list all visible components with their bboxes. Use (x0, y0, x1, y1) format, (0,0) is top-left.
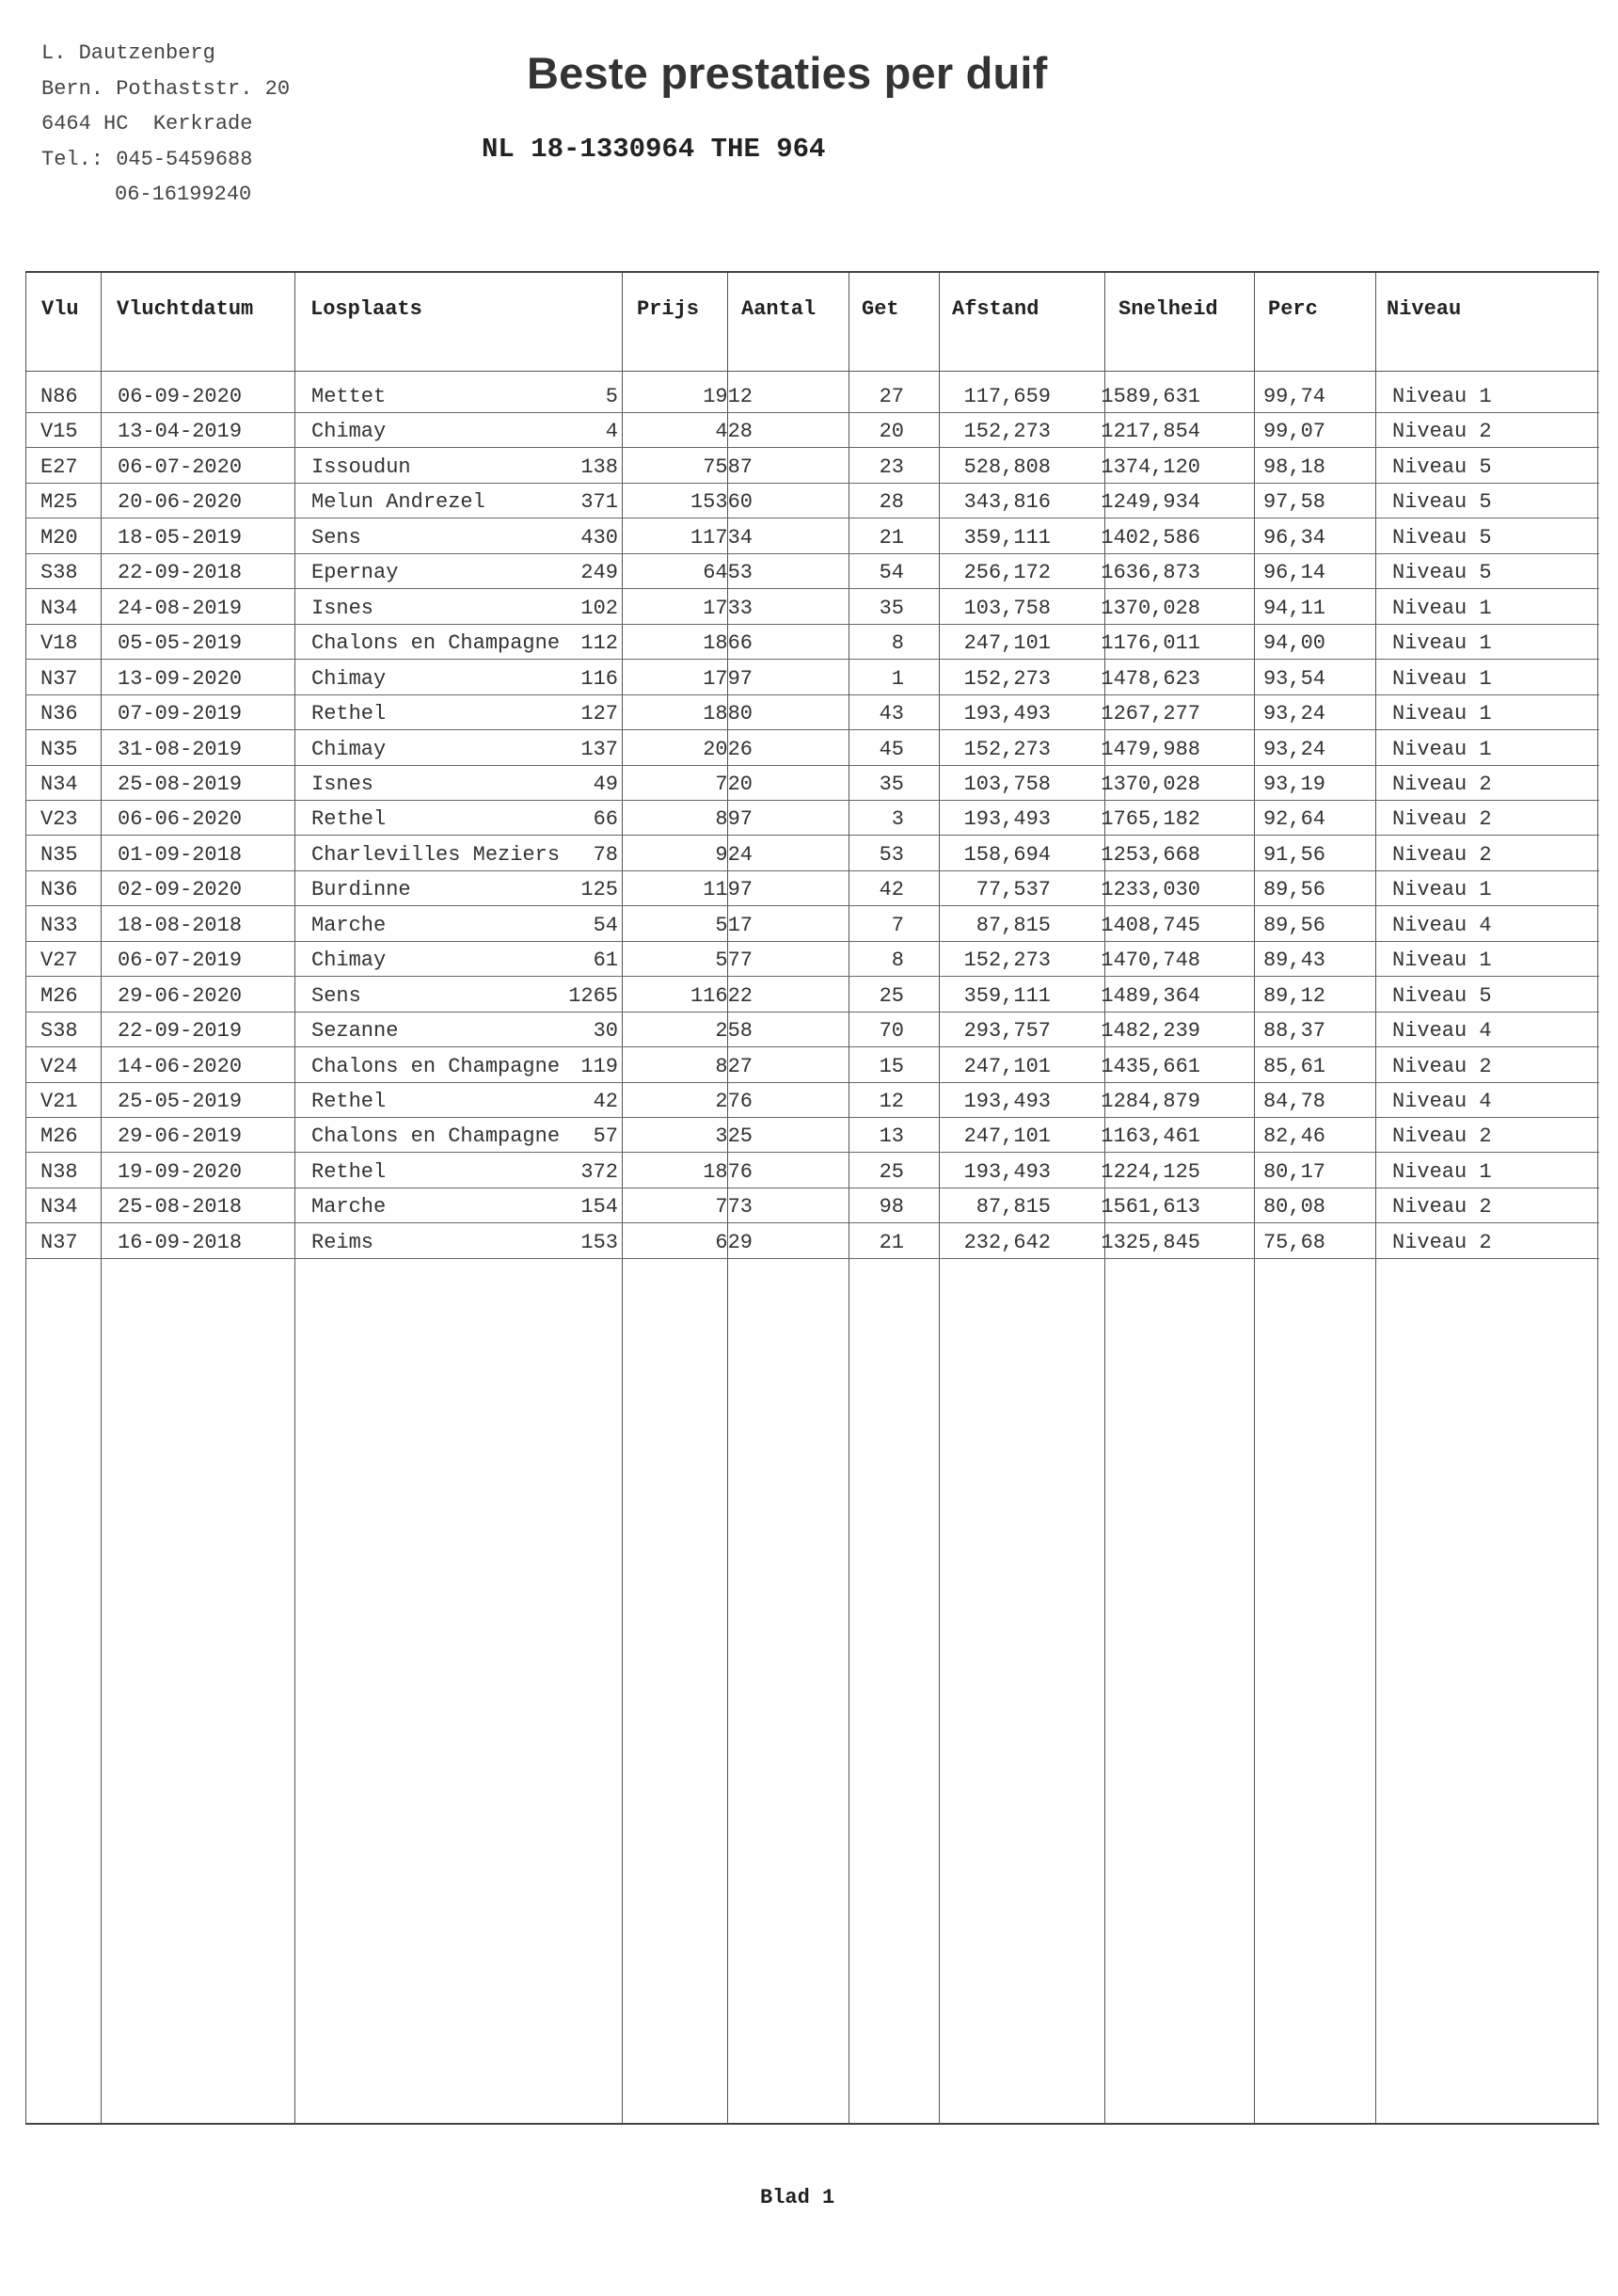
table-row (25, 589, 1599, 625)
page-number: Blad 1 (760, 2186, 835, 2209)
cell-losplaats: Mettet (311, 385, 387, 408)
cell-niveau: Niveau 2 (1392, 1054, 1492, 1078)
cell-vlu: M20 (40, 525, 78, 550)
cell-prijs: 78 (593, 842, 618, 867)
col-vluchtdatum: Vluchtdatum (117, 297, 254, 321)
cell-niveau: Niveau 5 (1392, 525, 1492, 550)
cell-date: 19-09-2020 (118, 1159, 243, 1184)
cell-losplaats: Melun Andrezel (311, 490, 485, 515)
cell-date: 25-08-2018 (118, 1195, 243, 1220)
cell-get: 53 (879, 842, 904, 867)
cell-snelheid: 1435,661 (1101, 1054, 1200, 1078)
cell-perc: 93,24 (1262, 737, 1325, 761)
cell-date: 13-04-2019 (118, 420, 243, 444)
table-row (25, 1117, 1599, 1153)
cell-date: 29-06-2019 (118, 1124, 243, 1149)
cell-prijs: 54 (593, 913, 618, 937)
cell-get: 98 (879, 1195, 904, 1220)
cell-niveau: Niveau 2 (1392, 1195, 1492, 1220)
table-row (25, 1223, 1599, 1259)
cell-afstand: 158,694 (963, 842, 1051, 867)
cell-get: 7 (891, 913, 904, 937)
cell-perc: 93,54 (1262, 666, 1325, 691)
cell-get: 54 (879, 561, 904, 585)
cell-aantal: 428 (715, 420, 753, 444)
cell-niveau: Niveau 2 (1392, 420, 1492, 444)
cell-afstand: 87,815 (976, 1195, 1051, 1220)
table-row (25, 1082, 1599, 1118)
cell-date: 31-08-2019 (118, 737, 243, 761)
cell-vlu: V21 (40, 1090, 78, 1113)
cell-aantal: 897 (715, 807, 753, 832)
cell-vlu: N35 (40, 737, 78, 761)
cell-aantal: 325 (715, 1124, 753, 1149)
cell-prijs: 138 (580, 454, 618, 479)
cell-aantal: 1876 (703, 1159, 753, 1184)
cell-niveau: Niveau 2 (1392, 1230, 1492, 1254)
cell-snelheid: 1636,873 (1101, 561, 1200, 585)
table-row (25, 941, 1599, 977)
cell-get: 20 (879, 420, 904, 444)
cell-date: 18-08-2018 (118, 913, 243, 937)
cell-niveau: Niveau 5 (1392, 490, 1492, 515)
cell-afstand: 528,808 (963, 454, 1051, 479)
cell-afstand: 193,493 (963, 702, 1051, 726)
cell-perc: 94,11 (1262, 596, 1325, 620)
cell-losplaats: Epernay (311, 561, 399, 585)
cell-snelheid: 1561,613 (1101, 1195, 1200, 1220)
cell-get: 21 (879, 525, 904, 550)
cell-vlu: V23 (40, 807, 78, 832)
cell-niveau: Niveau 1 (1392, 596, 1492, 620)
cell-afstand: 152,273 (963, 666, 1051, 691)
cell-vlu: N36 (40, 878, 78, 902)
cell-niveau: Niveau 1 (1392, 631, 1492, 656)
col-prijs: Prijs (637, 297, 700, 321)
cell-losplaats: Chimay (311, 666, 387, 691)
cell-prijs: 153 (580, 1230, 618, 1254)
cell-afstand: 293,757 (963, 1019, 1051, 1044)
cell-vlu: M26 (40, 983, 78, 1008)
cell-date: 13-09-2020 (118, 666, 243, 691)
col-aantal: Aantal (741, 297, 817, 321)
cell-losplaats: Chalons en Champagne (311, 631, 561, 656)
cell-get: 23 (879, 454, 904, 479)
cell-aantal: 577 (715, 949, 753, 973)
cell-vlu: N35 (40, 842, 78, 867)
cell-vlu: N34 (40, 772, 78, 796)
cell-vlu: N38 (40, 1159, 78, 1184)
cell-prijs: 112 (580, 631, 618, 656)
cell-losplaats: Chimay (311, 737, 387, 761)
cell-date: 07-09-2019 (118, 702, 243, 726)
cell-afstand: 256,172 (963, 561, 1051, 585)
cell-losplaats: Chalons en Champagne (311, 1054, 561, 1078)
cell-afstand: 193,493 (963, 1159, 1051, 1184)
table-row (25, 694, 1599, 730)
cell-prijs: 249 (580, 561, 618, 585)
cell-prijs: 372 (580, 1159, 618, 1184)
cell-get: 15 (879, 1054, 904, 1078)
cell-vlu: V18 (40, 631, 78, 656)
cell-prijs: 371 (580, 490, 618, 515)
cell-afstand: 359,111 (963, 525, 1051, 550)
cell-get: 12 (879, 1090, 904, 1113)
cell-vlu: V24 (40, 1054, 78, 1078)
cell-snelheid: 1589,631 (1101, 385, 1200, 408)
cell-perc: 93,19 (1262, 772, 1325, 796)
cell-losplaats: Reims (311, 1230, 374, 1254)
cell-snelheid: 1479,988 (1101, 737, 1200, 761)
cell-prijs: 116 (580, 666, 618, 691)
cell-aantal: 1912 (703, 385, 753, 408)
cell-afstand: 193,493 (963, 1090, 1051, 1113)
cell-vlu: M26 (40, 1124, 78, 1149)
cell-prijs: 127 (580, 702, 618, 726)
cell-perc: 94,00 (1262, 631, 1325, 656)
cell-snelheid: 1402,586 (1101, 525, 1200, 550)
sender-mobile: 06-16199240 (115, 183, 252, 206)
cell-losplaats: Chimay (311, 420, 387, 444)
table-row (25, 624, 1599, 660)
page-title: Beste prestaties per duif (527, 48, 1048, 98)
cell-perc: 98,18 (1262, 454, 1325, 479)
col-losplaats: Losplaats (310, 297, 422, 321)
cell-perc: 91,56 (1262, 842, 1325, 867)
cell-afstand: 247,101 (963, 631, 1051, 656)
table-row (25, 906, 1599, 942)
cell-perc: 96,34 (1262, 525, 1325, 550)
cell-snelheid: 1249,934 (1101, 490, 1200, 515)
cell-vlu: N37 (40, 666, 78, 691)
col-vlu: Vlu (41, 297, 79, 321)
sender-phone: Tel.: 045-5459688 (41, 147, 253, 171)
cell-snelheid: 1489,364 (1101, 983, 1200, 1008)
table-row (25, 518, 1599, 554)
cell-date: 14-06-2020 (118, 1054, 243, 1078)
cell-date: 25-08-2019 (118, 772, 243, 796)
cell-date: 16-09-2018 (118, 1230, 243, 1254)
cell-afstand: 117,659 (963, 385, 1051, 408)
cell-aantal: 1197 (703, 878, 753, 902)
cell-losplaats: Rethel (311, 1090, 387, 1113)
cell-losplaats: Sezanne (311, 1019, 399, 1044)
cell-losplaats: Rethel (311, 807, 387, 832)
cell-losplaats: Burdinne (311, 878, 411, 902)
sender-name: L. Dautzenberg (41, 41, 215, 65)
col-afstand: Afstand (952, 297, 1039, 321)
cell-aantal: 924 (715, 842, 753, 867)
cell-afstand: 343,816 (963, 490, 1051, 515)
cell-get: 70 (879, 1019, 904, 1044)
cell-perc: 80,17 (1262, 1159, 1325, 1184)
cell-snelheid: 1325,845 (1101, 1230, 1200, 1254)
cell-perc: 82,46 (1262, 1124, 1325, 1149)
table-row (25, 765, 1599, 801)
table-row (25, 448, 1599, 484)
cell-perc: 99,07 (1262, 420, 1325, 444)
cell-snelheid: 1224,125 (1101, 1159, 1200, 1184)
cell-prijs: 66 (593, 807, 618, 832)
cell-aantal: 517 (715, 913, 753, 937)
cell-date: 06-07-2019 (118, 949, 243, 973)
cell-aantal: 1880 (703, 702, 753, 726)
cell-losplaats: Marche (311, 913, 387, 937)
cell-afstand: 152,273 (963, 737, 1051, 761)
cell-perc: 99,74 (1262, 385, 1325, 408)
cell-vlu: S38 (40, 561, 78, 585)
cell-snelheid: 1284,879 (1101, 1090, 1200, 1113)
cell-snelheid: 1408,745 (1101, 913, 1200, 937)
cell-prijs: 49 (593, 772, 618, 796)
table-row (25, 1012, 1599, 1047)
header-divider (25, 371, 1599, 372)
sender-address (41, 36, 290, 213)
cell-aantal: 11622 (690, 983, 753, 1008)
col-perc: Perc (1268, 297, 1318, 321)
table-row (25, 730, 1599, 766)
cell-vlu: N34 (40, 596, 78, 620)
cell-prijs: 5 (605, 385, 618, 408)
cell-niveau: Niveau 1 (1392, 949, 1492, 973)
cell-perc: 75,68 (1262, 1230, 1325, 1254)
cell-snelheid: 1470,748 (1101, 949, 1200, 973)
cell-prijs: 154 (580, 1195, 618, 1220)
cell-aantal: 7587 (703, 454, 753, 479)
cell-prijs: 1265 (568, 983, 618, 1008)
cell-vlu: M25 (40, 490, 78, 515)
cell-prijs: 42 (593, 1090, 618, 1113)
cell-prijs: 119 (580, 1054, 618, 1078)
cell-get: 35 (879, 596, 904, 620)
cell-aantal: 6453 (703, 561, 753, 585)
cell-vlu: N37 (40, 1230, 78, 1254)
cell-aantal: 258 (715, 1019, 753, 1044)
cell-niveau: Niveau 5 (1392, 561, 1492, 585)
cell-afstand: 152,273 (963, 949, 1051, 973)
cell-date: 20-06-2020 (118, 490, 243, 515)
cell-vlu: V27 (40, 949, 78, 973)
cell-aantal: 1733 (703, 596, 753, 620)
cell-aantal: 1866 (703, 631, 753, 656)
cell-losplaats: Isnes (311, 772, 374, 796)
cell-date: 06-09-2020 (118, 385, 243, 408)
cell-snelheid: 1765,182 (1101, 807, 1200, 832)
cell-vlu: E27 (40, 454, 78, 479)
cell-vlu: N36 (40, 702, 78, 726)
cell-losplaats: Isnes (311, 596, 374, 620)
cell-vlu: N34 (40, 1195, 78, 1220)
cell-perc: 84,78 (1262, 1090, 1325, 1113)
cell-date: 05-05-2019 (118, 631, 243, 656)
cell-date: 18-05-2019 (118, 525, 243, 550)
cell-date: 01-09-2018 (118, 842, 243, 867)
cell-niveau: Niveau 4 (1392, 1090, 1492, 1113)
table-row (25, 412, 1599, 448)
pigeon-id: NL 18-1330964 THE 964 (482, 134, 826, 165)
cell-snelheid: 1370,028 (1101, 596, 1200, 620)
cell-get: 1 (891, 666, 904, 691)
cell-aantal: 629 (715, 1230, 753, 1254)
table-row (25, 1047, 1599, 1083)
cell-perc: 85,61 (1262, 1054, 1325, 1078)
cell-aantal: 1797 (703, 666, 753, 691)
cell-get: 27 (879, 385, 904, 408)
cell-niveau: Niveau 2 (1392, 1124, 1492, 1149)
cell-aantal: 773 (715, 1195, 753, 1220)
cell-vlu: N86 (40, 385, 78, 408)
cell-niveau: Niveau 4 (1392, 1019, 1492, 1044)
table-row (25, 836, 1599, 871)
cell-niveau: Niveau 4 (1392, 913, 1492, 937)
cell-losplaats: Rethel (311, 702, 387, 726)
cell-losplaats: Issoudun (311, 454, 411, 479)
cell-snelheid: 1233,030 (1101, 878, 1200, 902)
cell-afstand: 359,111 (963, 983, 1051, 1008)
sender-street: Bern. Pothaststr. 20 (41, 76, 291, 101)
cell-niveau: Niveau 1 (1392, 1159, 1492, 1184)
cell-perc: 89,43 (1262, 949, 1325, 973)
cell-snelheid: 1267,277 (1101, 702, 1200, 726)
cell-perc: 89,12 (1262, 983, 1325, 1008)
cell-get: 25 (879, 1159, 904, 1184)
cell-niveau: Niveau 2 (1392, 772, 1492, 796)
cell-afstand: 247,101 (963, 1054, 1051, 1078)
cell-afstand: 152,273 (963, 420, 1051, 444)
cell-snelheid: 1253,668 (1101, 842, 1200, 867)
table-row (25, 1153, 1599, 1188)
col-niveau: Niveau (1387, 297, 1462, 321)
cell-date: 02-09-2020 (118, 878, 243, 902)
cell-perc: 93,24 (1262, 702, 1325, 726)
cell-losplaats: Marche (311, 1195, 387, 1220)
cell-aantal: 276 (715, 1090, 753, 1113)
cell-get: 8 (891, 631, 904, 656)
cell-niveau: Niveau 5 (1392, 983, 1492, 1008)
cell-get: 3 (891, 807, 904, 832)
cell-prijs: 125 (580, 878, 618, 902)
cell-aantal: 720 (715, 772, 753, 796)
cell-get: 13 (879, 1124, 904, 1149)
table-row (25, 977, 1599, 1012)
cell-get: 45 (879, 737, 904, 761)
cell-date: 22-09-2019 (118, 1019, 243, 1044)
cell-vlu: V15 (40, 420, 78, 444)
cell-perc: 89,56 (1262, 878, 1325, 902)
sender-city: 6464 HC Kerkrade (41, 112, 253, 136)
cell-date: 24-08-2019 (118, 596, 243, 620)
cell-niveau: Niveau 5 (1392, 454, 1492, 479)
cell-prijs: 30 (593, 1019, 618, 1044)
cell-niveau: Niveau 1 (1392, 385, 1492, 408)
cell-snelheid: 1217,854 (1101, 420, 1200, 444)
cell-get: 43 (879, 702, 904, 726)
table-row (25, 553, 1599, 589)
table-row (25, 660, 1599, 695)
cell-aantal: 2026 (703, 737, 753, 761)
table-row (25, 800, 1599, 836)
cell-aantal: 11734 (690, 525, 753, 550)
cell-prijs: 430 (580, 525, 618, 550)
cell-date: 06-07-2020 (118, 454, 243, 479)
col-snelheid: Snelheid (1118, 297, 1218, 321)
cell-niveau: Niveau 1 (1392, 702, 1492, 726)
cell-afstand: 103,758 (963, 596, 1051, 620)
cell-perc: 89,56 (1262, 913, 1325, 937)
cell-snelheid: 1163,461 (1101, 1124, 1200, 1149)
cell-get: 35 (879, 772, 904, 796)
cell-niveau: Niveau 1 (1392, 737, 1492, 761)
cell-perc: 96,14 (1262, 561, 1325, 585)
cell-afstand: 103,758 (963, 772, 1051, 796)
cell-niveau: Niveau 2 (1392, 807, 1492, 832)
cell-date: 25-05-2019 (118, 1090, 243, 1113)
cell-snelheid: 1482,239 (1101, 1019, 1200, 1044)
cell-aantal: 15360 (690, 490, 753, 515)
cell-afstand: 232,642 (963, 1230, 1051, 1254)
cell-losplaats: Chalons en Champagne (311, 1124, 561, 1149)
cell-perc: 97,58 (1262, 490, 1325, 515)
cell-get: 25 (879, 983, 904, 1008)
table-row (25, 483, 1599, 518)
cell-vlu: N33 (40, 913, 78, 937)
cell-vlu: S38 (40, 1019, 78, 1044)
cell-date: 29-06-2020 (118, 983, 243, 1008)
cell-niveau: Niveau 2 (1392, 842, 1492, 867)
cell-afstand: 247,101 (963, 1124, 1051, 1149)
cell-afstand: 77,537 (976, 878, 1051, 902)
cell-prijs: 4 (605, 420, 618, 444)
cell-losplaats: Charlevilles Meziers (311, 842, 561, 867)
cell-snelheid: 1478,623 (1101, 666, 1200, 691)
cell-get: 21 (879, 1230, 904, 1254)
cell-afstand: 87,815 (976, 913, 1051, 937)
cell-afstand: 193,493 (963, 807, 1051, 832)
cell-perc: 92,64 (1262, 807, 1325, 832)
cell-perc: 88,37 (1262, 1019, 1325, 1044)
cell-get: 8 (891, 949, 904, 973)
table-row (25, 377, 1599, 413)
cell-snelheid: 1374,120 (1101, 454, 1200, 479)
cell-get: 28 (879, 490, 904, 515)
cell-get: 42 (879, 878, 904, 902)
cell-snelheid: 1176,011 (1101, 631, 1200, 656)
cell-date: 22-09-2018 (118, 561, 243, 585)
cell-prijs: 57 (593, 1124, 618, 1149)
cell-aantal: 827 (715, 1054, 753, 1078)
cell-snelheid: 1370,028 (1101, 772, 1200, 796)
cell-date: 06-06-2020 (118, 807, 243, 832)
table-row (25, 1188, 1599, 1223)
cell-perc: 80,08 (1262, 1195, 1325, 1220)
cell-niveau: Niveau 1 (1392, 666, 1492, 691)
cell-losplaats: Chimay (311, 949, 387, 973)
cell-losplaats: Sens (311, 983, 361, 1008)
cell-prijs: 137 (580, 737, 618, 761)
cell-prijs: 61 (593, 949, 618, 973)
table-row (25, 870, 1599, 906)
cell-niveau: Niveau 1 (1392, 878, 1492, 902)
cell-prijs: 102 (580, 596, 618, 620)
col-get: Get (862, 297, 899, 321)
cell-losplaats: Rethel (311, 1159, 387, 1184)
cell-losplaats: Sens (311, 525, 361, 550)
